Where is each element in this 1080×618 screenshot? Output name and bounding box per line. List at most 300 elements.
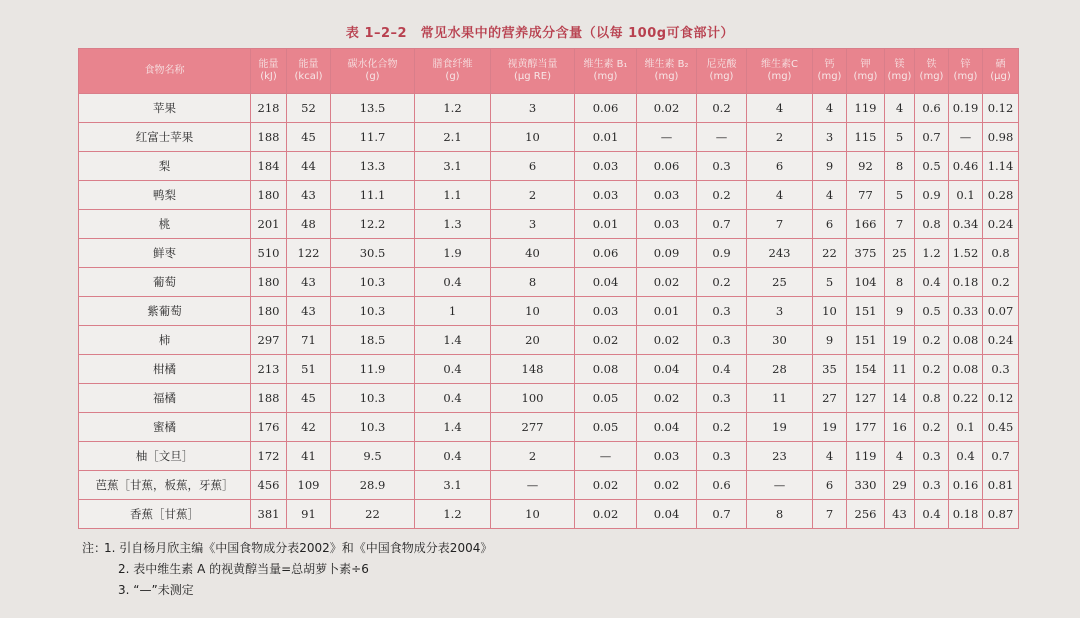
value-cell: 0.5 bbox=[915, 297, 949, 326]
value-cell: 30.5 bbox=[331, 239, 415, 268]
value-cell: 0.03 bbox=[575, 181, 637, 210]
value-cell: 4 bbox=[885, 442, 915, 471]
column-unit: (g) bbox=[365, 71, 380, 82]
value-cell: 35 bbox=[813, 355, 847, 384]
value-cell: 0.2 bbox=[915, 413, 949, 442]
column-unit: (μg RE) bbox=[514, 71, 551, 82]
column-unit: (mg) bbox=[953, 71, 978, 82]
value-cell: 6 bbox=[491, 152, 575, 181]
value-cell: — bbox=[491, 471, 575, 500]
column-name: 铁 bbox=[926, 59, 937, 70]
value-cell: 43 bbox=[885, 500, 915, 529]
column-header bbox=[949, 49, 983, 94]
value-cell: 0.2 bbox=[697, 413, 747, 442]
value-cell: 7 bbox=[747, 210, 813, 239]
value-cell: 127 bbox=[847, 384, 885, 413]
value-cell: 0.08 bbox=[949, 355, 983, 384]
value-cell: 0.02 bbox=[637, 384, 697, 413]
value-cell: 8 bbox=[747, 500, 813, 529]
food-name-cell: 柑橘 bbox=[79, 355, 251, 384]
value-cell: 1.52 bbox=[949, 239, 983, 268]
value-cell: 11 bbox=[747, 384, 813, 413]
value-cell: 119 bbox=[847, 442, 885, 471]
value-cell: 0.18 bbox=[949, 268, 983, 297]
value-cell: 0.01 bbox=[575, 123, 637, 152]
food-name-cell: 柚［文旦］ bbox=[79, 442, 251, 471]
column-unit: (mg) bbox=[767, 71, 792, 82]
food-name-cell: 红富士苹果 bbox=[79, 123, 251, 152]
value-cell: 0.7 bbox=[915, 123, 949, 152]
column-header bbox=[415, 49, 491, 94]
value-cell: 184 bbox=[251, 152, 287, 181]
value-cell: 0.03 bbox=[637, 181, 697, 210]
table-row bbox=[79, 94, 1019, 123]
column-name: 钙 bbox=[824, 59, 835, 70]
column-name: 尼克酸 bbox=[706, 59, 737, 70]
value-cell: 3 bbox=[491, 94, 575, 123]
value-cell: 11.7 bbox=[331, 123, 415, 152]
value-cell: 10 bbox=[491, 500, 575, 529]
value-cell: 43 bbox=[287, 181, 331, 210]
value-cell: 18.5 bbox=[331, 326, 415, 355]
value-cell: 0.22 bbox=[949, 384, 983, 413]
value-cell: 9 bbox=[813, 326, 847, 355]
value-cell: 5 bbox=[885, 123, 915, 152]
value-cell: 2 bbox=[491, 181, 575, 210]
table-body bbox=[79, 94, 1019, 529]
value-cell: 0.3 bbox=[697, 297, 747, 326]
value-cell: 6 bbox=[747, 152, 813, 181]
value-cell: 0.7 bbox=[983, 442, 1019, 471]
value-cell: — bbox=[747, 471, 813, 500]
value-cell: 0.03 bbox=[637, 442, 697, 471]
food-name-cell: 葡萄 bbox=[79, 268, 251, 297]
value-cell: 1.9 bbox=[415, 239, 491, 268]
value-cell: 0.08 bbox=[949, 326, 983, 355]
value-cell: 166 bbox=[847, 210, 885, 239]
column-header bbox=[885, 49, 915, 94]
column-header bbox=[813, 49, 847, 94]
value-cell: 1.2 bbox=[415, 500, 491, 529]
food-name-cell: 梨 bbox=[79, 152, 251, 181]
column-header bbox=[331, 49, 415, 94]
table-row bbox=[79, 152, 1019, 181]
value-cell: 7 bbox=[885, 210, 915, 239]
value-cell: 51 bbox=[287, 355, 331, 384]
food-name-cell: 苹果 bbox=[79, 94, 251, 123]
value-cell: 11 bbox=[885, 355, 915, 384]
column-name: 能量 bbox=[298, 59, 319, 70]
value-cell: 0.04 bbox=[637, 355, 697, 384]
table-row bbox=[79, 181, 1019, 210]
value-cell: 0.8 bbox=[915, 210, 949, 239]
value-cell: 0.08 bbox=[575, 355, 637, 384]
value-cell: 0.4 bbox=[415, 442, 491, 471]
value-cell: 0.3 bbox=[915, 442, 949, 471]
value-cell: 13.5 bbox=[331, 94, 415, 123]
column-unit: (kJ) bbox=[260, 71, 277, 82]
value-cell: 4 bbox=[747, 181, 813, 210]
table-row bbox=[79, 297, 1019, 326]
value-cell: 10.3 bbox=[331, 268, 415, 297]
column-name: 碳水化合物 bbox=[347, 59, 398, 70]
value-cell: 11.9 bbox=[331, 355, 415, 384]
value-cell: 0.81 bbox=[983, 471, 1019, 500]
value-cell: 28.9 bbox=[331, 471, 415, 500]
value-cell: 0.4 bbox=[415, 355, 491, 384]
value-cell: 0.45 bbox=[983, 413, 1019, 442]
food-name-cell: 鸭梨 bbox=[79, 181, 251, 210]
value-cell: 0.02 bbox=[637, 268, 697, 297]
column-header bbox=[983, 49, 1019, 94]
value-cell: 119 bbox=[847, 94, 885, 123]
value-cell: 2 bbox=[747, 123, 813, 152]
value-cell: 4 bbox=[813, 181, 847, 210]
value-cell: 22 bbox=[813, 239, 847, 268]
value-cell: 8 bbox=[885, 152, 915, 181]
table-row bbox=[79, 326, 1019, 355]
column-header bbox=[637, 49, 697, 94]
value-cell: 0.7 bbox=[697, 500, 747, 529]
value-cell: 0.06 bbox=[575, 94, 637, 123]
value-cell: 10 bbox=[813, 297, 847, 326]
column-header bbox=[747, 49, 813, 94]
column-header bbox=[287, 49, 331, 94]
column-header bbox=[847, 49, 885, 94]
value-cell: 11.1 bbox=[331, 181, 415, 210]
value-cell: 0.3 bbox=[915, 471, 949, 500]
value-cell: 0.04 bbox=[637, 413, 697, 442]
column-header bbox=[79, 49, 251, 94]
value-cell: 0.04 bbox=[575, 268, 637, 297]
value-cell: 0.98 bbox=[983, 123, 1019, 152]
value-cell: 0.2 bbox=[697, 268, 747, 297]
value-cell: 0.12 bbox=[983, 384, 1019, 413]
note-item: 2. 表中维生素 A 的视黄醇当量=总胡萝卜素÷6 bbox=[118, 562, 369, 576]
value-cell: 0.01 bbox=[637, 297, 697, 326]
table-row bbox=[79, 471, 1019, 500]
value-cell: 0.4 bbox=[415, 268, 491, 297]
value-cell: 177 bbox=[847, 413, 885, 442]
value-cell: 25 bbox=[885, 239, 915, 268]
value-cell: 213 bbox=[251, 355, 287, 384]
column-name: 视黄醇当量 bbox=[507, 59, 558, 70]
value-cell: 172 bbox=[251, 442, 287, 471]
value-cell: 2.1 bbox=[415, 123, 491, 152]
value-cell: 6 bbox=[813, 471, 847, 500]
value-cell: 0.05 bbox=[575, 384, 637, 413]
table-title: 表 1–2–2 常见水果中的营养成分含量（以每 100g可食部计） bbox=[345, 26, 735, 41]
column-unit: (mg) bbox=[887, 71, 912, 82]
column-unit: (mg) bbox=[817, 71, 842, 82]
column-unit: (mg) bbox=[853, 71, 878, 82]
value-cell: 0.02 bbox=[637, 471, 697, 500]
value-cell: 0.9 bbox=[697, 239, 747, 268]
value-cell: 10.3 bbox=[331, 297, 415, 326]
value-cell: 330 bbox=[847, 471, 885, 500]
value-cell: 180 bbox=[251, 297, 287, 326]
value-cell: 0.1 bbox=[949, 181, 983, 210]
value-cell: 8 bbox=[491, 268, 575, 297]
value-cell: 44 bbox=[287, 152, 331, 181]
table-row bbox=[79, 442, 1019, 471]
table-row bbox=[79, 384, 1019, 413]
table-row bbox=[79, 268, 1019, 297]
value-cell: 456 bbox=[251, 471, 287, 500]
column-name: 维生素 B₂ bbox=[644, 59, 689, 70]
value-cell: 0.28 bbox=[983, 181, 1019, 210]
column-unit: (μg) bbox=[990, 71, 1011, 82]
table-row bbox=[79, 355, 1019, 384]
column-name: 食物名称 bbox=[144, 65, 185, 76]
value-cell: 4 bbox=[747, 94, 813, 123]
value-cell: 20 bbox=[491, 326, 575, 355]
value-cell: 0.4 bbox=[915, 500, 949, 529]
value-cell: 13.3 bbox=[331, 152, 415, 181]
value-cell: 1 bbox=[415, 297, 491, 326]
value-cell: 0.06 bbox=[637, 152, 697, 181]
note-item: 1. 引自杨月欣主编《中国食物成分表2002》和《中国食物成分表2004》 bbox=[104, 541, 493, 555]
value-cell: 45 bbox=[287, 384, 331, 413]
table-row bbox=[79, 123, 1019, 152]
value-cell: 0.18 bbox=[949, 500, 983, 529]
table-row bbox=[79, 413, 1019, 442]
value-cell: 256 bbox=[847, 500, 885, 529]
value-cell: 0.4 bbox=[915, 268, 949, 297]
value-cell: 104 bbox=[847, 268, 885, 297]
value-cell: 3 bbox=[491, 210, 575, 239]
value-cell: 0.01 bbox=[575, 210, 637, 239]
column-name: 能量 bbox=[258, 59, 279, 70]
value-cell: 3.1 bbox=[415, 152, 491, 181]
value-cell: 30 bbox=[747, 326, 813, 355]
value-cell: 375 bbox=[847, 239, 885, 268]
value-cell: 510 bbox=[251, 239, 287, 268]
value-cell: 1.2 bbox=[915, 239, 949, 268]
table-row bbox=[79, 239, 1019, 268]
column-unit: (mg) bbox=[593, 71, 618, 82]
value-cell: 2 bbox=[491, 442, 575, 471]
value-cell: 154 bbox=[847, 355, 885, 384]
value-cell: 8 bbox=[885, 268, 915, 297]
value-cell: 0.3 bbox=[697, 152, 747, 181]
value-cell: 109 bbox=[287, 471, 331, 500]
value-cell: 0.02 bbox=[637, 94, 697, 123]
value-cell: 0.34 bbox=[949, 210, 983, 239]
value-cell: 1.14 bbox=[983, 152, 1019, 181]
value-cell: 0.02 bbox=[637, 326, 697, 355]
value-cell: 10 bbox=[491, 297, 575, 326]
food-name-cell: 柿 bbox=[79, 326, 251, 355]
value-cell: 6 bbox=[813, 210, 847, 239]
value-cell: 0.8 bbox=[915, 384, 949, 413]
value-cell: 188 bbox=[251, 123, 287, 152]
note-item: 3. “—”未测定 bbox=[118, 583, 194, 597]
column-header bbox=[251, 49, 287, 94]
value-cell: 1.3 bbox=[415, 210, 491, 239]
value-cell: 0.3 bbox=[697, 442, 747, 471]
value-cell: 243 bbox=[747, 239, 813, 268]
column-name: 维生素C bbox=[761, 59, 798, 70]
food-name-cell: 鲜枣 bbox=[79, 239, 251, 268]
value-cell: 148 bbox=[491, 355, 575, 384]
value-cell: 100 bbox=[491, 384, 575, 413]
value-cell: 29 bbox=[885, 471, 915, 500]
value-cell: 0.2 bbox=[697, 94, 747, 123]
value-cell: 0.19 bbox=[949, 94, 983, 123]
column-header bbox=[915, 49, 949, 94]
value-cell: 5 bbox=[813, 268, 847, 297]
value-cell: 0.16 bbox=[949, 471, 983, 500]
value-cell: 0.3 bbox=[983, 355, 1019, 384]
value-cell: 10 bbox=[491, 123, 575, 152]
column-unit: (mg) bbox=[654, 71, 679, 82]
value-cell: 0.5 bbox=[915, 152, 949, 181]
value-cell: 19 bbox=[813, 413, 847, 442]
value-cell: 0.3 bbox=[697, 326, 747, 355]
value-cell: 180 bbox=[251, 181, 287, 210]
value-cell: 176 bbox=[251, 413, 287, 442]
value-cell: 43 bbox=[287, 268, 331, 297]
value-cell: 0.03 bbox=[575, 152, 637, 181]
value-cell: 188 bbox=[251, 384, 287, 413]
column-unit: (mg) bbox=[709, 71, 734, 82]
value-cell: 4 bbox=[885, 94, 915, 123]
value-cell: 0.2 bbox=[915, 326, 949, 355]
footnotes bbox=[82, 538, 493, 601]
food-name-cell: 蜜橘 bbox=[79, 413, 251, 442]
value-cell: 0.6 bbox=[697, 471, 747, 500]
value-cell: 0.05 bbox=[575, 413, 637, 442]
header-row bbox=[79, 49, 1019, 94]
value-cell: 41 bbox=[287, 442, 331, 471]
value-cell: 3 bbox=[747, 297, 813, 326]
value-cell: 1.4 bbox=[415, 413, 491, 442]
value-cell: 115 bbox=[847, 123, 885, 152]
value-cell: 180 bbox=[251, 268, 287, 297]
nutrition-table bbox=[78, 48, 1019, 529]
value-cell: 25 bbox=[747, 268, 813, 297]
value-cell: 4 bbox=[813, 442, 847, 471]
column-name: 维生素 B₁ bbox=[583, 59, 628, 70]
value-cell: 9 bbox=[813, 152, 847, 181]
value-cell: 3 bbox=[813, 123, 847, 152]
value-cell: 0.4 bbox=[415, 384, 491, 413]
value-cell: 201 bbox=[251, 210, 287, 239]
value-cell: 0.07 bbox=[983, 297, 1019, 326]
value-cell: 71 bbox=[287, 326, 331, 355]
value-cell: 40 bbox=[491, 239, 575, 268]
value-cell: 22 bbox=[331, 500, 415, 529]
value-cell: 0.87 bbox=[983, 500, 1019, 529]
value-cell: 0.1 bbox=[949, 413, 983, 442]
food-name-cell: 福橘 bbox=[79, 384, 251, 413]
column-unit: (g) bbox=[445, 71, 460, 82]
value-cell: 42 bbox=[287, 413, 331, 442]
column-name: 膳食纤维 bbox=[432, 59, 473, 70]
value-cell: 0.06 bbox=[575, 239, 637, 268]
value-cell: 27 bbox=[813, 384, 847, 413]
value-cell: 151 bbox=[847, 326, 885, 355]
value-cell: 16 bbox=[885, 413, 915, 442]
value-cell: 0.02 bbox=[575, 500, 637, 529]
column-header bbox=[575, 49, 637, 94]
column-unit: (mg) bbox=[919, 71, 944, 82]
value-cell: 0.02 bbox=[575, 471, 637, 500]
table-row bbox=[79, 500, 1019, 529]
value-cell: 19 bbox=[885, 326, 915, 355]
value-cell: — bbox=[575, 442, 637, 471]
food-name-cell: 香蕉［甘蕉］ bbox=[79, 500, 251, 529]
value-cell: 7 bbox=[813, 500, 847, 529]
value-cell: 4 bbox=[813, 94, 847, 123]
food-name-cell: 芭蕉［甘蕉，板蕉，牙蕉］ bbox=[79, 471, 251, 500]
value-cell: 52 bbox=[287, 94, 331, 123]
value-cell: 3.1 bbox=[415, 471, 491, 500]
value-cell: 14 bbox=[885, 384, 915, 413]
value-cell: 218 bbox=[251, 94, 287, 123]
value-cell: 92 bbox=[847, 152, 885, 181]
value-cell: 0.2 bbox=[697, 181, 747, 210]
table-row bbox=[79, 210, 1019, 239]
value-cell: 0.4 bbox=[949, 442, 983, 471]
column-name: 锌 bbox=[960, 59, 971, 70]
food-name-cell: 紫葡萄 bbox=[79, 297, 251, 326]
value-cell: 0.24 bbox=[983, 326, 1019, 355]
value-cell: 23 bbox=[747, 442, 813, 471]
column-header bbox=[491, 49, 575, 94]
food-name-cell: 桃 bbox=[79, 210, 251, 239]
value-cell: 10.3 bbox=[331, 413, 415, 442]
value-cell: 1.4 bbox=[415, 326, 491, 355]
value-cell: 0.7 bbox=[697, 210, 747, 239]
value-cell: 381 bbox=[251, 500, 287, 529]
notes-label: 注： bbox=[82, 541, 107, 555]
value-cell: 0.8 bbox=[983, 239, 1019, 268]
value-cell: — bbox=[637, 123, 697, 152]
value-cell: 151 bbox=[847, 297, 885, 326]
value-cell: 0.04 bbox=[637, 500, 697, 529]
value-cell: 277 bbox=[491, 413, 575, 442]
value-cell: — bbox=[949, 123, 983, 152]
value-cell: 0.3 bbox=[697, 384, 747, 413]
value-cell: 0.09 bbox=[637, 239, 697, 268]
value-cell: 9 bbox=[885, 297, 915, 326]
value-cell: 9.5 bbox=[331, 442, 415, 471]
value-cell: 19 bbox=[747, 413, 813, 442]
value-cell: 0.33 bbox=[949, 297, 983, 326]
value-cell: 0.24 bbox=[983, 210, 1019, 239]
value-cell: — bbox=[697, 123, 747, 152]
value-cell: 0.2 bbox=[983, 268, 1019, 297]
value-cell: 122 bbox=[287, 239, 331, 268]
column-name: 钾 bbox=[860, 59, 871, 70]
value-cell: 45 bbox=[287, 123, 331, 152]
value-cell: 1.2 bbox=[415, 94, 491, 123]
value-cell: 297 bbox=[251, 326, 287, 355]
value-cell: 28 bbox=[747, 355, 813, 384]
value-cell: 91 bbox=[287, 500, 331, 529]
value-cell: 0.03 bbox=[637, 210, 697, 239]
value-cell: 43 bbox=[287, 297, 331, 326]
column-name: 硒 bbox=[995, 59, 1006, 70]
table-header bbox=[79, 49, 1019, 94]
value-cell: 0.03 bbox=[575, 297, 637, 326]
value-cell: 10.3 bbox=[331, 384, 415, 413]
column-name: 镁 bbox=[894, 59, 905, 70]
value-cell: 1.1 bbox=[415, 181, 491, 210]
value-cell: 0.46 bbox=[949, 152, 983, 181]
